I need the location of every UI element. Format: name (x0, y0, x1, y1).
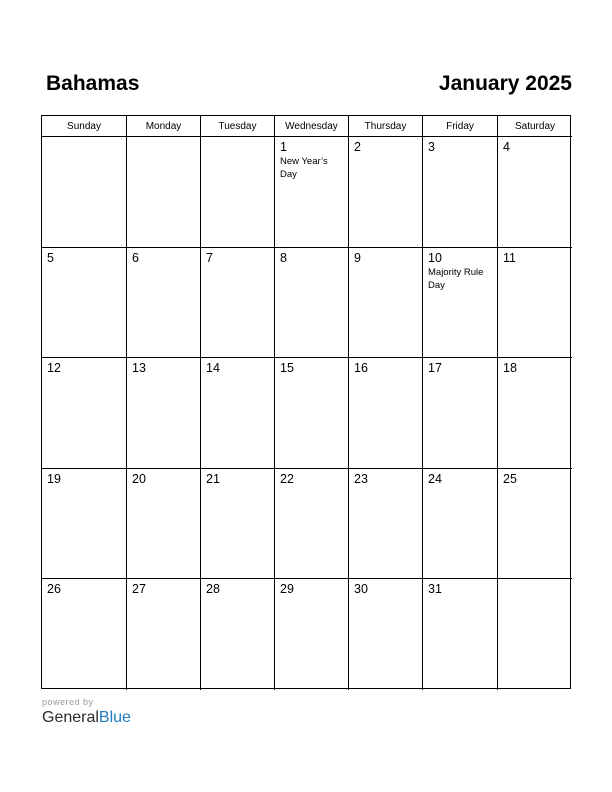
weekday-header: Friday (423, 116, 498, 137)
day-cell (423, 579, 498, 690)
day-cell (201, 579, 275, 690)
day-number: 29 (280, 582, 294, 597)
day-number: 8 (280, 250, 287, 265)
day-cell (42, 248, 127, 359)
day-number: 12 (47, 361, 61, 376)
day-cell (498, 579, 572, 690)
day-cell (201, 137, 275, 248)
day-cell (498, 137, 572, 248)
day-cell (349, 469, 423, 580)
holiday-label: Majority Rule Day (428, 266, 484, 291)
weekday-header: Wednesday (275, 116, 349, 137)
day-number: 3 (428, 140, 435, 154)
day-number: 17 (428, 361, 442, 376)
day-cell (349, 358, 423, 469)
month-title: January 2025 (438, 72, 572, 95)
page-header (42, 70, 570, 100)
weekday-header: Saturday (498, 116, 572, 137)
day-number: 27 (132, 582, 146, 597)
day-number: 23 (354, 471, 368, 486)
day-number: 22 (280, 471, 294, 486)
day-cell (127, 358, 201, 469)
day-cell (42, 579, 127, 690)
day-cell (498, 248, 572, 359)
day-cell (275, 358, 349, 469)
powered-by-text: powered by (42, 697, 94, 707)
day-number: 15 (280, 361, 294, 376)
day-cell (275, 579, 349, 690)
day-number: 6 (132, 250, 139, 265)
day-number: 24 (428, 471, 442, 486)
day-number: 9 (354, 250, 361, 265)
day-number: 16 (354, 361, 368, 376)
weekday-header: Monday (127, 116, 201, 137)
day-cell (349, 248, 423, 359)
weekday-header: Thursday (349, 116, 423, 137)
weekday-header: Tuesday (201, 116, 275, 137)
day-cell (201, 248, 275, 359)
day-number: 7 (206, 250, 213, 265)
day-number: 18 (503, 361, 517, 376)
day-cell (42, 358, 127, 469)
day-cell (349, 579, 423, 690)
day-cell (201, 469, 275, 580)
day-number: 26 (47, 582, 61, 597)
day-number: 1 (280, 140, 287, 154)
day-number: 4 (503, 140, 510, 154)
day-cell (275, 469, 349, 580)
day-cell (423, 137, 498, 248)
day-cell (423, 469, 498, 580)
day-cell (423, 248, 498, 359)
day-number: 30 (354, 582, 368, 597)
day-cell (275, 248, 349, 359)
day-cell (127, 469, 201, 580)
day-cell (201, 358, 275, 469)
brand-general-text: General (42, 709, 99, 726)
day-number: 21 (206, 471, 220, 486)
day-number: 13 (132, 361, 146, 376)
day-number: 14 (206, 361, 220, 376)
day-number: 25 (503, 471, 517, 486)
day-cell (498, 358, 572, 469)
brand-logo (42, 708, 131, 728)
day-cell (275, 137, 349, 248)
day-cell (42, 137, 127, 248)
holiday-label: New Year’s Day (280, 156, 328, 180)
day-number: 20 (132, 471, 146, 486)
day-number: 11 (503, 250, 516, 265)
day-cell (423, 358, 498, 469)
day-cell (42, 469, 127, 580)
brand-blue-text: Blue (98, 709, 131, 726)
weekday-header: Sunday (42, 116, 127, 137)
day-cell (349, 137, 423, 248)
day-number: 2 (354, 140, 361, 154)
day-number: 19 (47, 471, 61, 486)
day-number: 10 (428, 250, 442, 265)
day-cell (498, 469, 572, 580)
calendar-grid (41, 115, 571, 689)
day-number: 5 (47, 250, 54, 265)
footer-logo (42, 696, 131, 728)
day-cell (127, 248, 201, 359)
day-cell (127, 579, 201, 690)
day-number: 28 (206, 582, 220, 597)
country-title: Bahamas (46, 72, 140, 95)
day-cell (127, 137, 201, 248)
day-number: 31 (428, 582, 442, 597)
